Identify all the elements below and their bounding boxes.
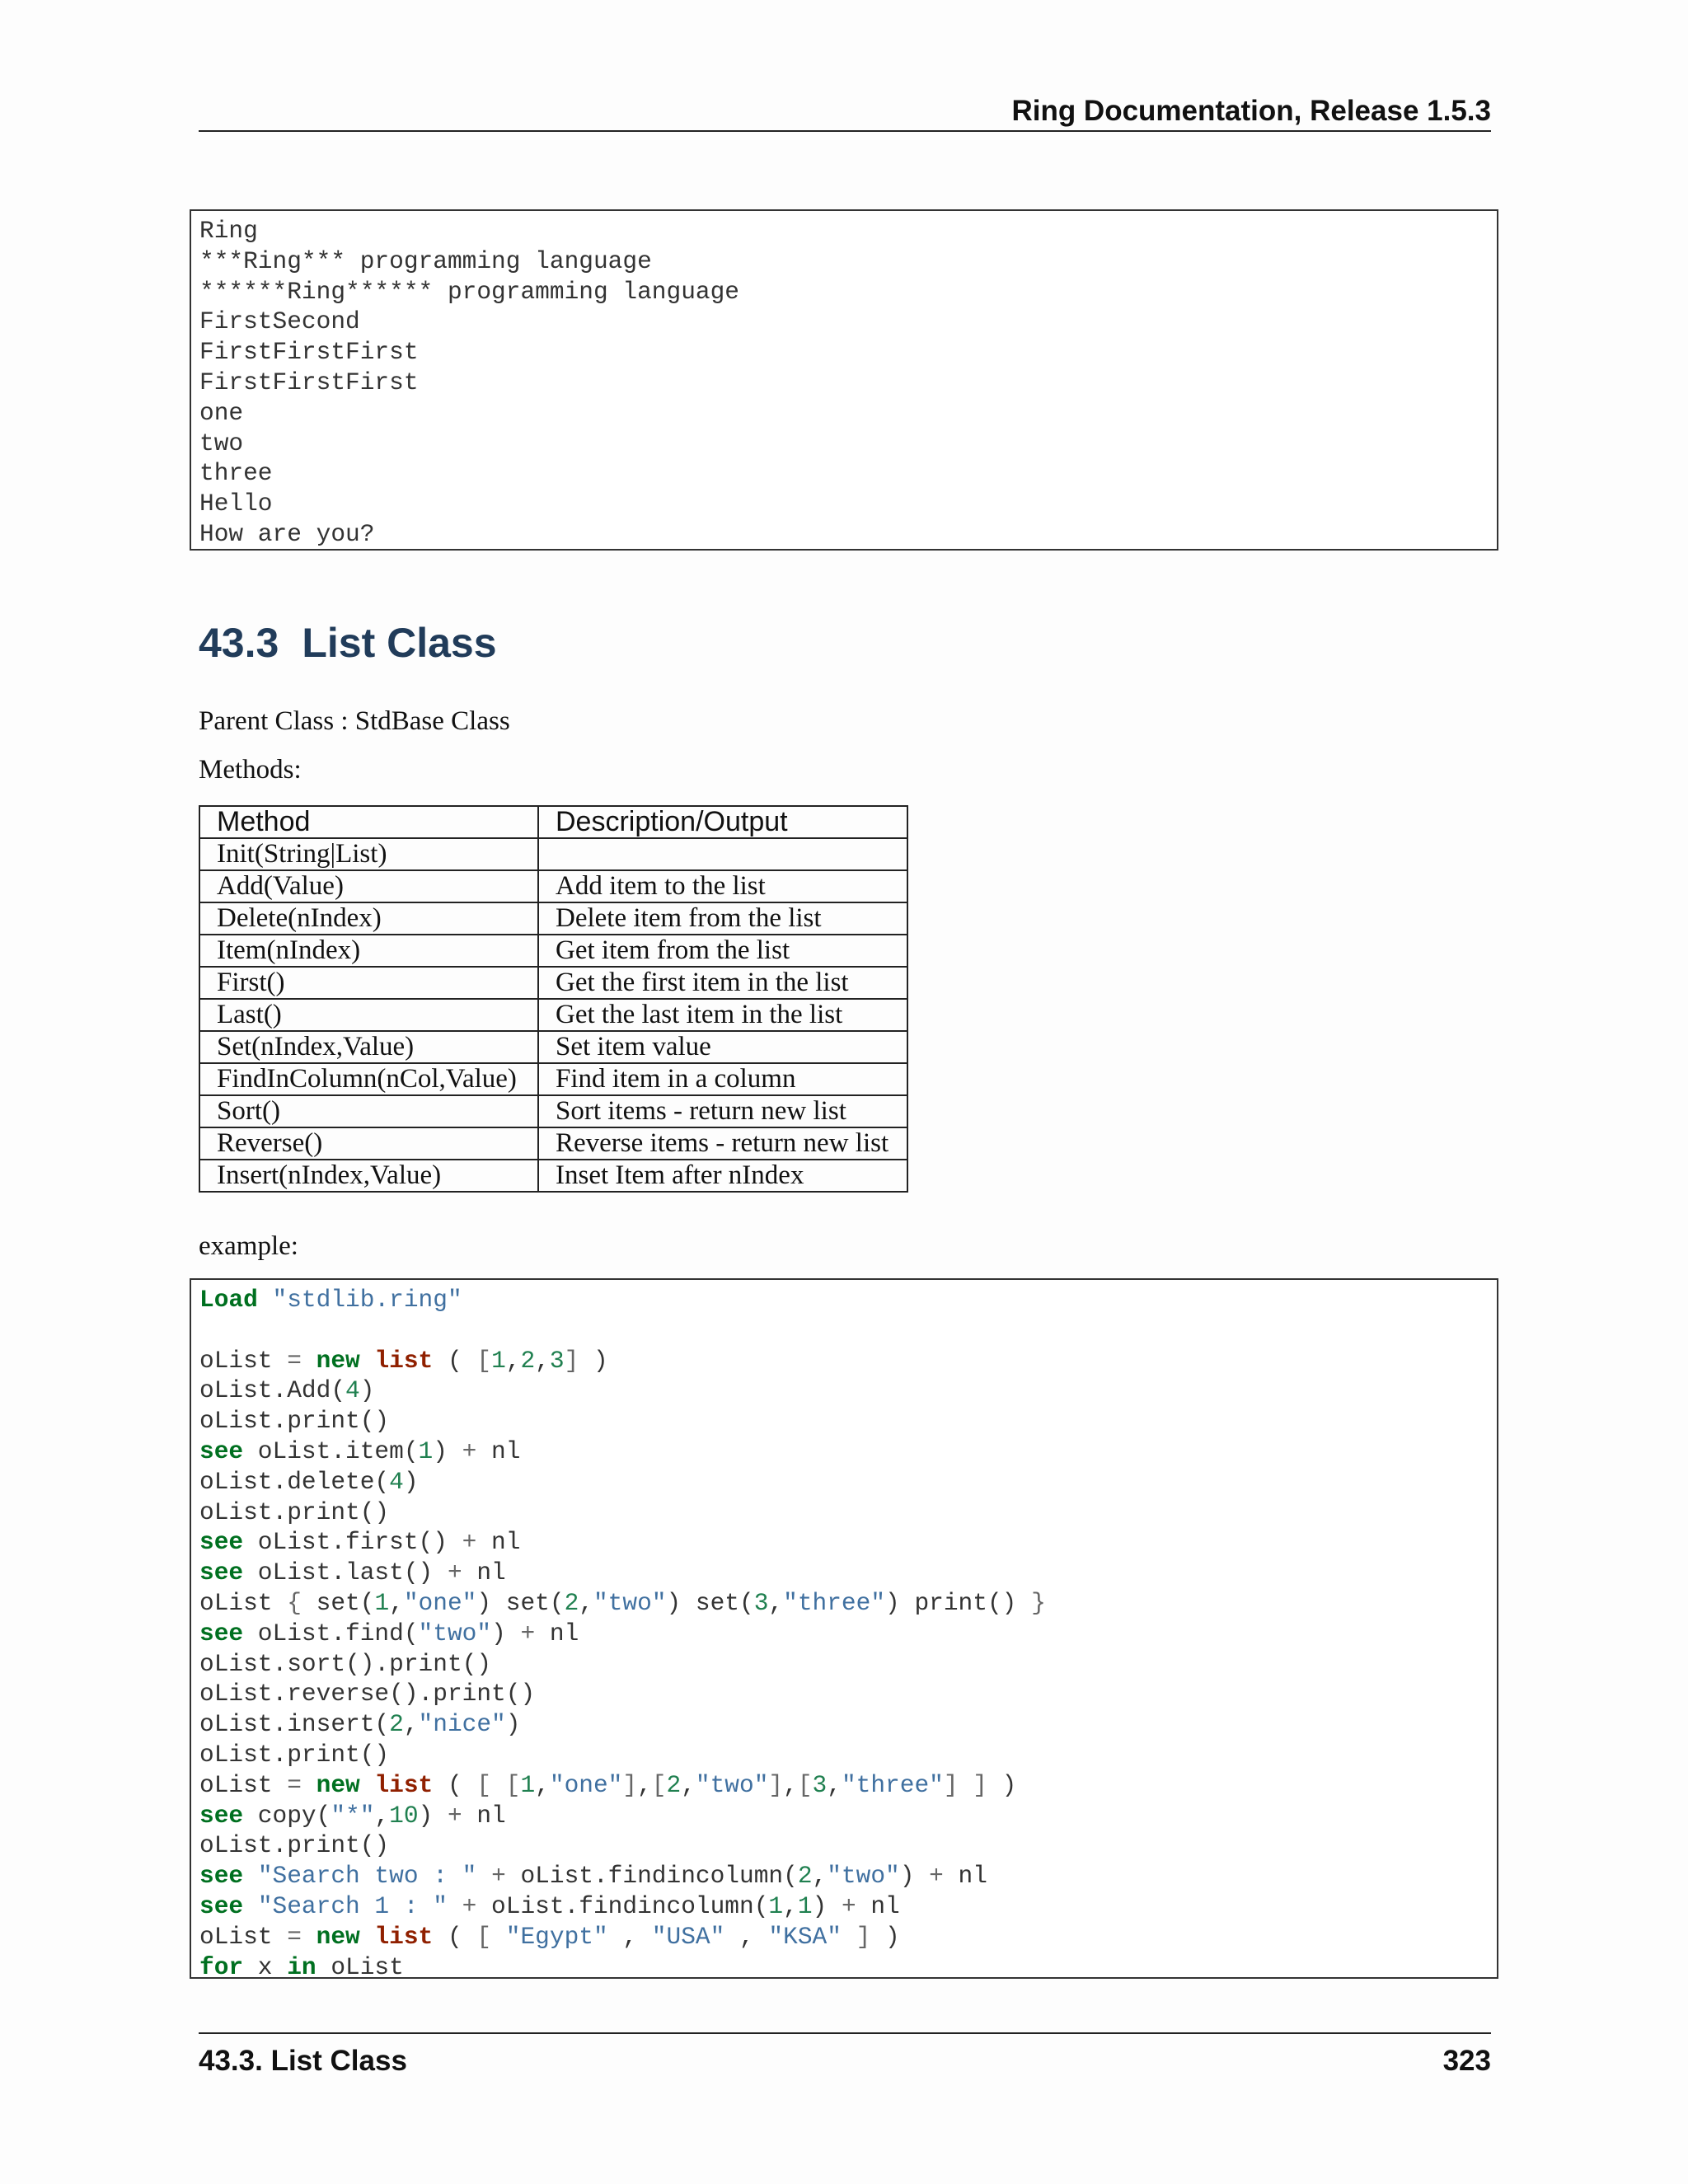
code-line: see oList.last() + nl [199,1558,506,1587]
method-cell: Item(nIndex) [199,935,538,967]
example-code-block [190,1278,1498,1979]
description-cell: Set item value [538,1031,907,1063]
footer-section: 43.3. List Class [199,2045,407,2077]
table-header-row [199,806,907,838]
description-cell: Delete item from the list [538,902,907,935]
table-row [199,1127,907,1160]
method-cell: Init(String|List) [199,838,538,870]
table-row [199,902,907,935]
method-cell: First() [199,967,538,999]
output-line: one [199,398,244,427]
code-line: see "Search 1 : " + oList.findincolumn(1,1) + nl [199,1891,900,1920]
code-line: oList.sort().print() [199,1649,492,1678]
code-line: see oList.item(1) + nl [199,1436,521,1465]
example-label: example: [199,1231,298,1261]
description-cell: Reverse items - return new list [538,1127,907,1160]
output-code-text [199,216,1489,550]
description-cell: Get the last item in the list [538,999,907,1031]
code-line: oList.insert(2,"nice") [199,1710,521,1739]
method-cell: Last() [199,999,538,1031]
section-heading [199,616,497,669]
code-line: see copy("*",10) + nl [199,1801,506,1830]
output-line: FirstFirstFirst [199,368,419,396]
method-cell: Sort() [199,1095,538,1127]
code-line: for x in oList [199,1952,404,1981]
code-line: oList.reverse().print() [199,1680,536,1708]
code-line: oList = new list ( [1,2,3] ) [199,1346,608,1375]
output-line: three [199,459,273,488]
code-line: oList.print() [199,1831,390,1860]
output-line: How are you? [199,519,375,548]
column-header-description: Description/Output [538,806,907,838]
code-line: oList { set(1,"one") set(2,"two") set(3,"three") print() } [199,1588,1046,1617]
method-cell: Reverse() [199,1127,538,1160]
table-row [199,1031,907,1063]
description-cell: Inset Item after nIndex [538,1160,907,1192]
output-line: ***Ring*** programming language [199,246,652,275]
code-line: oList.Add(4) [199,1376,375,1405]
example-code-text [199,1285,1489,1982]
output-code-block [190,209,1498,551]
code-line: see "Search two : " + oList.findincolumn(2,"two") + nl [199,1862,987,1891]
output-line: Ring [199,217,258,245]
output-line: Hello [199,490,273,518]
output-line: ******Ring****** programming language [199,277,740,306]
code-line: oList = new list ( [ "Egypt" , "USA" , "KSA" ] ) [199,1922,900,1951]
output-line: two [199,429,244,457]
description-cell: Sort items - return new list [538,1095,907,1127]
description-cell [538,838,907,870]
section-number: 43.3 [199,620,279,666]
description-cell: Find item in a column [538,1063,907,1095]
code-line: see oList.first() + nl [199,1528,521,1557]
method-cell: Add(Value) [199,870,538,902]
method-cell: Set(nIndex,Value) [199,1031,538,1063]
code-line: oList = new list ( [ [1,"one"],[2,"two"],[3,"three"] ] ) [199,1770,1017,1799]
output-line: FirstFirstFirst [199,338,419,367]
table-row [199,967,907,999]
code-line: Load "stdlib.ring" [199,1286,462,1314]
description-cell: Get item from the list [538,935,907,967]
code-line: oList.delete(4) [199,1467,419,1496]
method-cell: Insert(nIndex,Value) [199,1160,538,1192]
description-cell: Get the first item in the list [538,967,907,999]
table-row [199,1095,907,1127]
code-line: oList.print() [199,1740,390,1769]
page-footer [199,2032,1491,2088]
table-row [199,1160,907,1192]
methods-label: Methods: [199,755,302,785]
section-title: List Class [302,620,497,666]
method-cell: Delete(nIndex) [199,902,538,935]
table-row [199,1063,907,1095]
code-line: oList.print() [199,1407,390,1436]
output-line: FirstSecond [199,307,360,336]
table-row [199,999,907,1031]
column-header-method: Method [199,806,538,838]
method-cell: FindInColumn(nCol,Value) [199,1063,538,1095]
parent-class-text: Parent Class : StdBase Class [199,706,510,736]
header-title: Ring Documentation, Release 1.5.3 [1011,95,1491,127]
code-line: see oList.find("two") + nl [199,1619,579,1647]
description-cell: Add item to the list [538,870,907,902]
table-row [199,935,907,967]
table-row [199,870,907,902]
page-number: 323 [1442,2045,1491,2077]
methods-table [199,805,908,1193]
page-header [199,92,1491,132]
table-row [199,838,907,870]
code-line: oList.print() [199,1497,390,1526]
